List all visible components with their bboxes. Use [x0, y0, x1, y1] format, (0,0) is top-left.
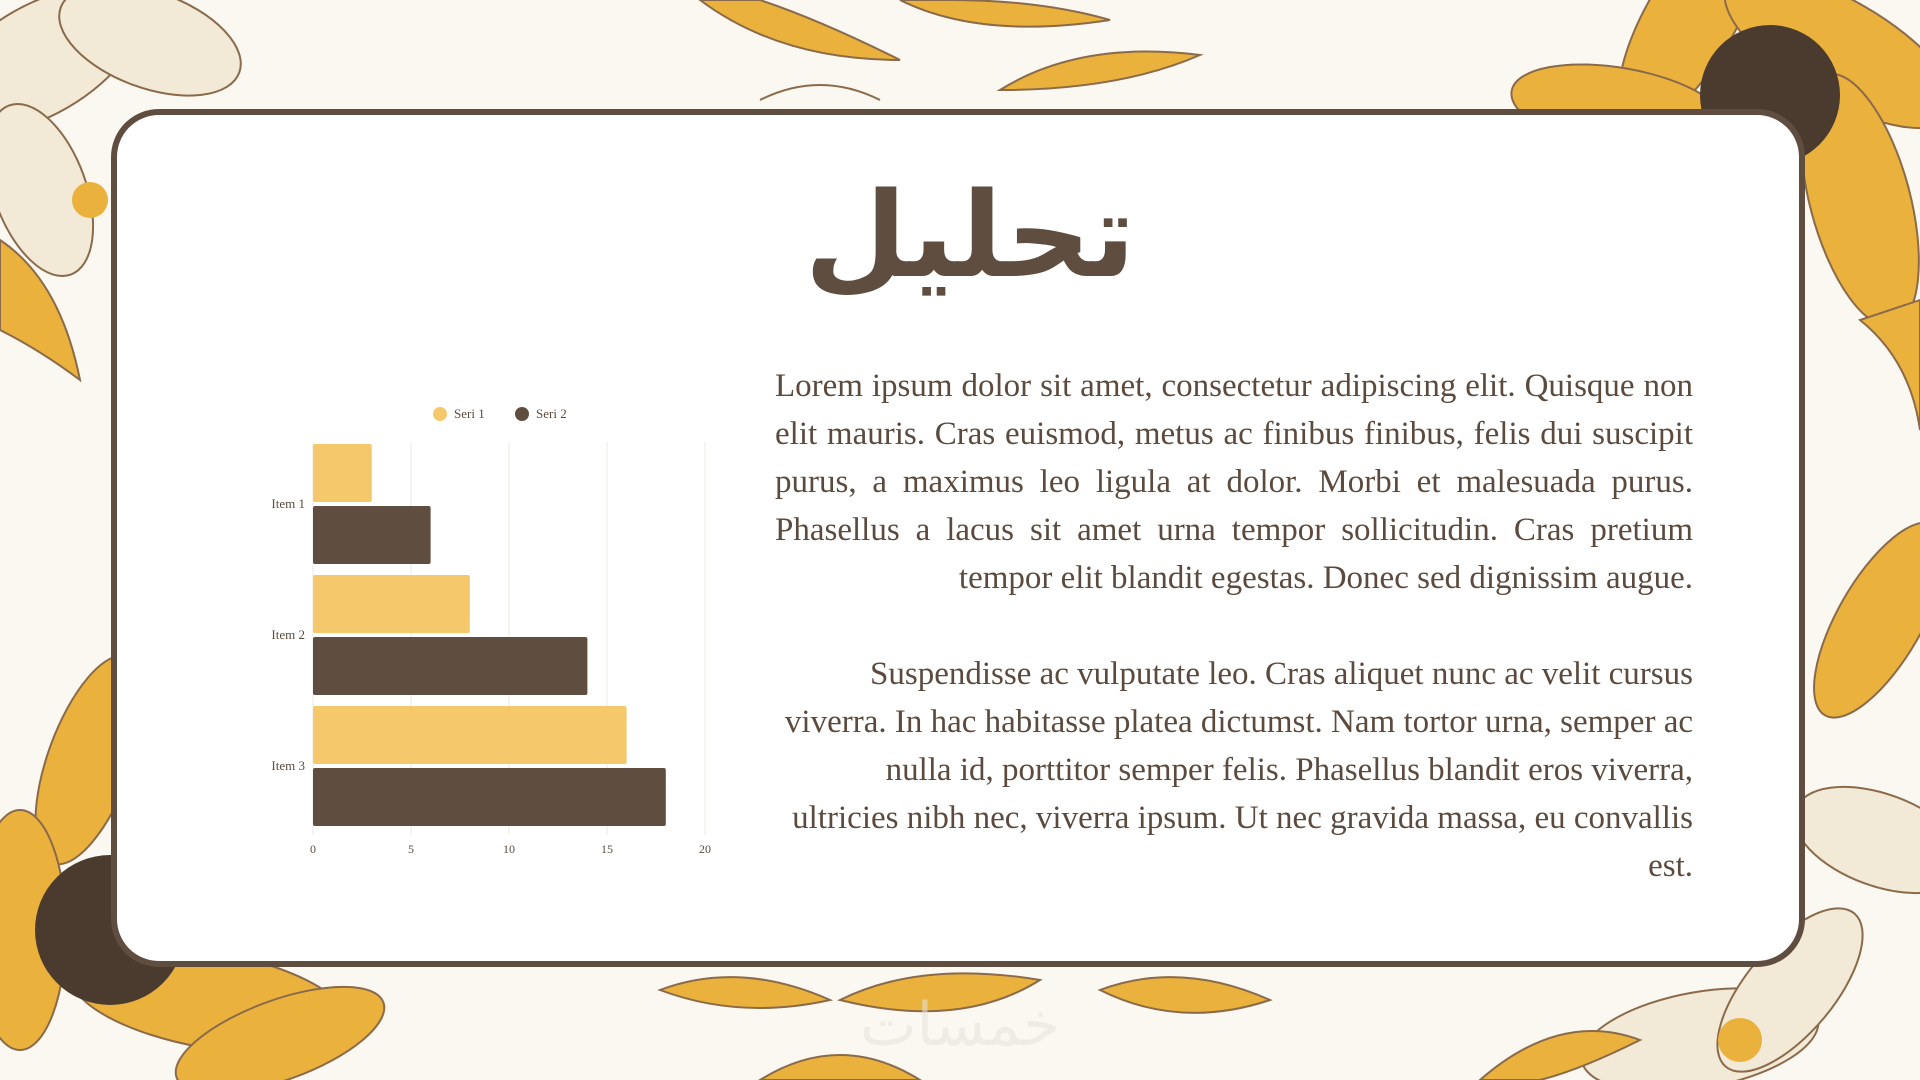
bar [313, 637, 587, 695]
legend-label: Seri 2 [536, 406, 567, 421]
x-tick-label: 10 [503, 842, 515, 856]
category-label: Item 2 [271, 627, 305, 642]
legend-swatch [433, 407, 447, 421]
x-tick-label: 0 [310, 842, 316, 856]
legend-swatch [515, 407, 529, 421]
paragraph-2: Suspendisse ac vulputate leo. Cras aliquet nunc ac velit cursus viverra. In hac habitasse platea dictumst. Nam tortor urna, semper ac nulla id, porttitor semper felis. Phasellus blandit eros viverra, ultricies nibh nec, viverra ipsum. Ut nec gravida massa, eu convallis est. [784, 656, 1693, 884]
bar [313, 506, 431, 564]
x-tick-label: 5 [408, 842, 414, 856]
bar [313, 444, 372, 502]
legend-label: Seri 1 [454, 406, 485, 421]
x-tick-label: 15 [601, 842, 613, 856]
paragraph-1: Lorem ipsum dolor sit amet, consectetur adipiscing elit. Quisque non elit mauris. Cras euismod, metus ac finibus finibus, felis dui suscipit purus, a maximus leo ligula at dolor. Morbi et malesuada purus. Phasellus a lacus sit amet urna tempor sollicitudin. Cras pretium tempor elit blandit egestas. Donec sed dignissim augue. [775, 368, 1693, 596]
bar-chart-svg [240, 390, 740, 860]
x-tick-label: 20 [699, 842, 711, 856]
bar-chart [240, 390, 740, 860]
slide-title: تحليل [804, 166, 1136, 304]
bar [313, 575, 470, 633]
leaves-top-center [700, 0, 1200, 100]
watermark: خمسات [859, 990, 1061, 1060]
category-label: Item 3 [271, 758, 305, 773]
bar [313, 706, 627, 764]
bar [313, 768, 666, 826]
category-label: Item 1 [271, 496, 305, 511]
